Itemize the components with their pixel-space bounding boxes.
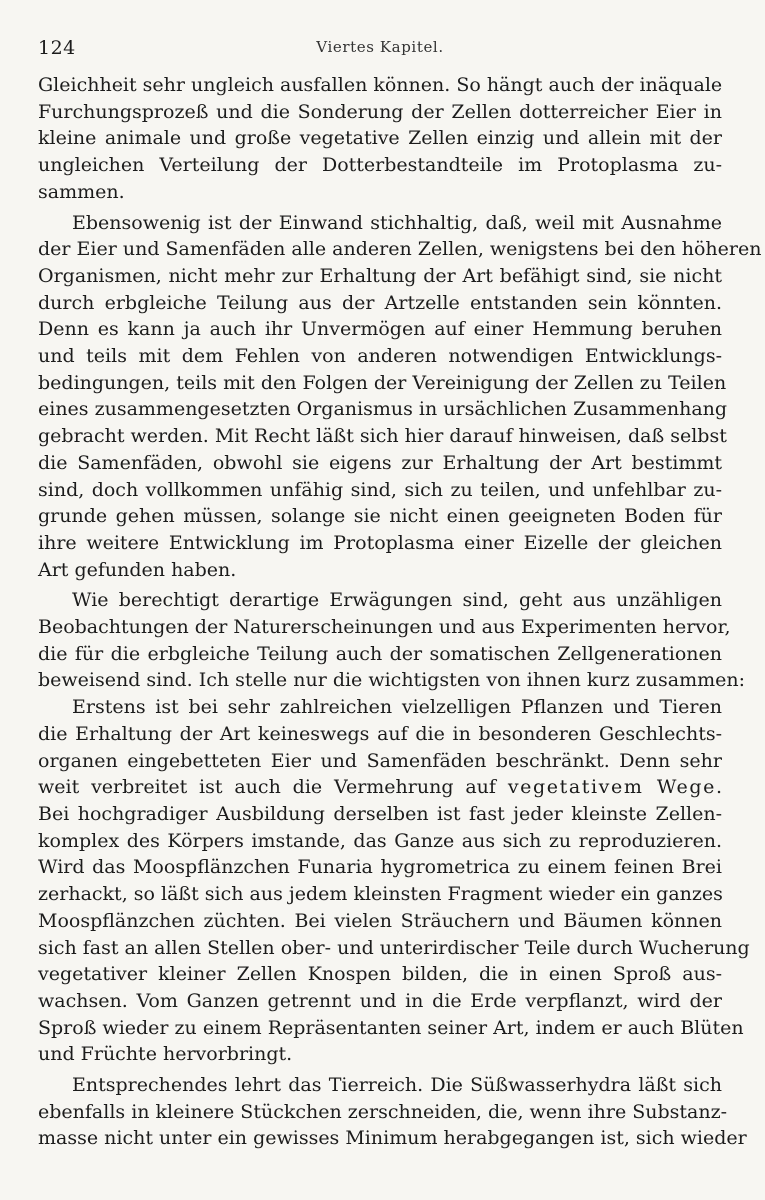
text-line: wachsen. Vom Ganzen getrennt und in die Erde verpflanzt, wird der	[38, 989, 722, 1012]
text-line: Wird das Moospflänzchen Funaria hygrometrica zu einem feinen Brei	[38, 856, 722, 879]
text-line: Organismen, nicht mehr zur Erhaltung der Art befähigt sind, sie nicht	[38, 264, 722, 287]
text-line: Ebensowenig ist der Einwand stichhaltig, daß, weil mit Ausnahme	[72, 211, 722, 234]
text-line	[38, 774, 722, 801]
text-line: grunde gehen müssen, solange sie nicht einen geeigneten Boden für	[38, 505, 722, 528]
text-line: und Früchte hervorbringt.	[38, 1043, 293, 1066]
text-line: sind, doch vollkommen unfähig sind, sich zu teilen, und unfehlbar zu-	[38, 478, 722, 501]
text-line: beweisend sind. Ich stelle nur die wichtigsten von ihnen kurz zusammen:	[38, 669, 745, 692]
text-line: Erstens ist bei sehr zahlreichen vielzelligen Pflanzen und Tieren	[72, 696, 722, 719]
text-line: organen eingebetteten Eier und Samenfäden beschränkt. Denn sehr	[38, 749, 722, 772]
text-line: Entsprechendes lehrt das Tierreich. Die Süßwasserhydra läßt sich	[72, 1074, 722, 1097]
text-line: eines zusammengesetzten Organismus in ursächlichen Zusammenhang	[38, 398, 728, 421]
paragraph	[38, 210, 762, 584]
text-line: sammen.	[38, 180, 125, 203]
text-line: ungleichen Verteilung der Dotterbestandteile im Protoplasma zu-	[38, 154, 722, 177]
paragraph	[38, 1072, 747, 1152]
text-line: Sproß wieder zu einem Repräsentanten seiner Art, indem er auch Blüten	[38, 1016, 744, 1039]
body-text	[38, 72, 762, 1152]
text-line: bedingungen, teils mit den Folgen der Vereinigung der Zellen zu Teilen	[38, 371, 727, 394]
text-run: .	[715, 776, 722, 799]
text-line: kleine animale und große vegetative Zellen einzig und allein mit der	[38, 127, 722, 150]
text-line: Beobachtungen der Naturerscheinungen und aus Experimenten hervor,	[38, 616, 731, 639]
text-line: der Eier und Samenfäden alle anderen Zellen, wenigstens bei den höheren	[38, 238, 762, 261]
page-number: 124	[38, 37, 76, 59]
text-line: die Erhaltung der Art keineswegs auf die in besonderen Geschlechts-	[38, 722, 722, 745]
text-line: und teils mit dem Fehlen von anderen notwendigen Entwicklungs-	[38, 345, 722, 368]
text-line: Furchungsprozeß und die Sonderung der Zellen dotterreicher Eier in	[38, 100, 722, 123]
text-line: zerhackt, so läßt sich aus jedem kleinsten Fragment wieder ein ganzes	[38, 883, 723, 906]
text-line: durch erbgleiche Teilung aus der Artzelle entstanden sein könnten.	[38, 291, 722, 314]
text-line: Gleichheit sehr ungleich ausfallen können. So hängt auch der inäquale	[38, 74, 723, 96]
text-line: Denn es kann ja auch ihr Unvermögen auf einer Hemmung beruhen	[38, 318, 722, 341]
text-line: komplex des Körpers imstande, das Ganze aus sich zu reproduzieren.	[38, 829, 722, 852]
text-line: Wie berechtigt derartige Erwägungen sind, geht aus unzähligen	[72, 589, 722, 612]
text-line: masse nicht unter ein gewisses Minimum herabgegangen ist, sich wieder	[38, 1127, 747, 1150]
text-line: gebracht werden. Mit Recht läßt sich hier darauf hinweisen, daß selbst	[38, 425, 727, 448]
running-title: Viertes Kapitel.	[316, 38, 444, 56]
text-line: ihre weitere Entwicklung im Protoplasma einer Eizelle der gleichen	[38, 531, 722, 554]
text-line: die für die erbgleiche Teilung auch der somatischen Zellgenerationen	[38, 642, 722, 665]
emphasized-text: vegetativem Wege	[507, 776, 716, 799]
text-line: Art gefunden haben.	[38, 558, 237, 581]
text-line: vegetativer kleiner Zellen Knospen bilden, die in einen Sproß aus-	[38, 963, 722, 986]
text-line: Bei hochgradiger Ausbildung derselben ist fast jeder kleinste Zellen-	[38, 802, 722, 825]
text-line: sich fast an allen Stellen ober- und unterirdischer Teile durch Wucherung	[38, 936, 750, 959]
text-line: Moospflänzchen züchten. Bei vielen Sträuchern und Bäumen können	[38, 909, 722, 932]
paragraph	[38, 72, 722, 206]
text-line: ebenfalls in kleinere Stückchen zerschneiden, die, wenn ihre Substanz-	[38, 1100, 728, 1123]
text-line: die Samenfäden, obwohl sie eigens zur Erhaltung der Art bestimmt	[38, 451, 722, 474]
text-run: weit verbreitet ist auch die Vermehrung auf	[38, 776, 508, 799]
page-header	[38, 0, 722, 72]
paragraph	[38, 587, 750, 1068]
